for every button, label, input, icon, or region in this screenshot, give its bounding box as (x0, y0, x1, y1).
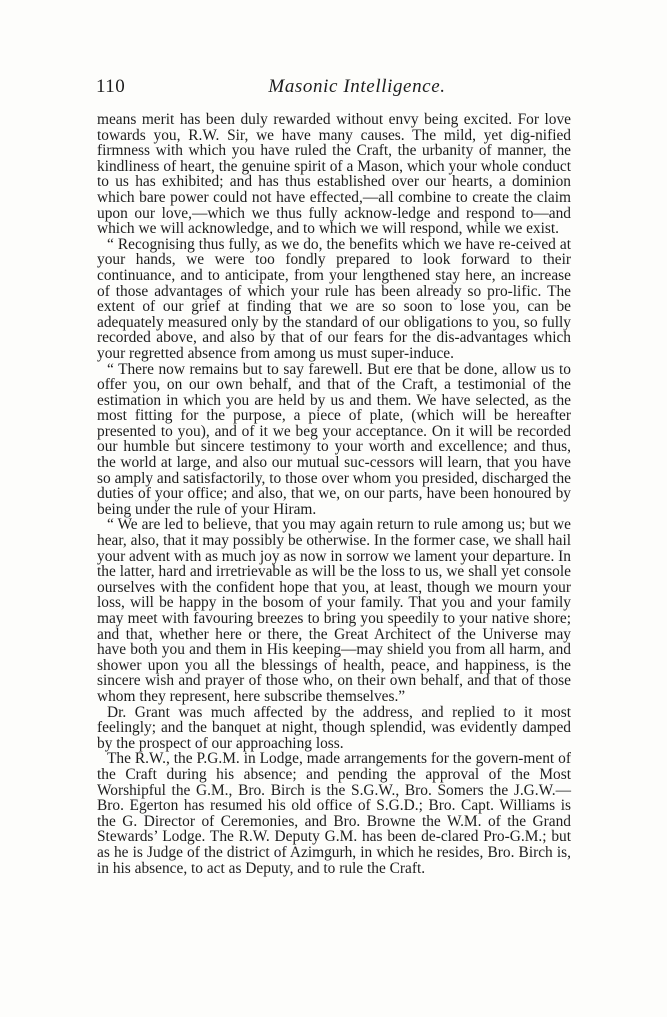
paragraph-continuation: means merit has been duly rewarded without envy being excited. For love towards you, R.W. Sir, we have many causes. The mild, yet dig-nified firmness with which you have ruled the Craft, the urbanity of manner, the kindliness of heart, the genuine spirit of a Mason, which your whole conduct to us has exhibited; and has thus established over our hearts, a dominion which bare power could not have effected,—all combine to create the claim upon our love,—which we thus fully acknow-ledge and respond to—and which we will acknowledge, and to which we will respond, while we exist. (97, 111, 571, 238)
paragraph-farewell: “ There now remains but to say farewell. But ere that be done, allow us to offer you, on our own behalf, and that of the Craft, a testimonial of the estimation in which you are held by us and them. We have selected, as the most fitting for the purpose, a piece of plate, (which will be hereafter presented to you), and of it we beg your acceptance. On it will be recorded our humble but sincere testimony to your worth and excellence; and thus, the world at large, and also our mutual suc-cessors will learn, that you have so amply and satisfactorily, to those over whom you presided, discharged the duties of your office; and also, that we, on our parts, have been honoured by being under the rule of your Hiram. (97, 360, 571, 518)
page-number: 110 (96, 76, 126, 97)
paragraph-dr-grant: Dr. Grant was much affected by the address, and replied to it most feelingly; and the banquet at night, though splendid, was evidently damped by the prospect of our approaching loss. (97, 703, 571, 752)
paragraph-recognising: “ Recognising thus fully, as we do, the benefits which we have re-ceived at your hands, we were too fondly prepared to look forward to their continuance, and to anticipate, from your lengthened stay here, an increase of those advantages of which your rule has been already so pro-lific. The extent of our grief at finding that we are so soon to lose you, can be adequately measured only by the standard of our obligations to you, so fully recorded above, and also by that of our fears for the dis-advantages which your regretted absence from among us must super-induce. (97, 235, 571, 362)
paragraph-return: “ We are led to believe, that you may again return to rule among us; but we hear, also, that it may possibly be otherwise. In the former case, we shall hail your advent with as much joy as now in sorrow we lament your departure. In the latter, hard and irretrievable as will be the loss to us, we shall yet console ourselves with the confident hope that you, at least, though we mourn your loss, will be happy in the bosom of your family. That you and your family may meet with favouring breezes to bring you speedily to your native shore; and that, whether here or there, the Great Architect of the Universe may have both you and them in His keeping—may shield you from all harm, and shower upon you all the blessings of health, peace, and happiness, is the sincere wish and prayer of those who, on their own behalf, and that of those whom they represent, here subscribe themselves.” (97, 516, 571, 705)
paragraph-pro-gm: The R.W., the P.G.M. in Lodge, made arrangements for the govern-ment of the Craft during his absence; and pending the approval of the Most Worshipful the G.M., Bro. Birch is the S.G.W., Bro. Somers the J.G.W.—Bro. Egerton has resumed his old office of S.G.D.; Bro. Capt. Williams is the G. Director of Ceremonies, and Bro. Browne the W.M. of the Grand Stewards’ Lodge. The R.W. Deputy G.M. has been de-clared Pro-G.M.; but as he is Judge of the district of Azimgurh, in which he resides, Bro. Birch is, in his absence, to act as Deputy, and to rule the Craft. (97, 750, 571, 877)
body-text (97, 112, 571, 876)
running-title: Masonic Intelligence. (268, 76, 446, 97)
running-head (96, 76, 578, 100)
